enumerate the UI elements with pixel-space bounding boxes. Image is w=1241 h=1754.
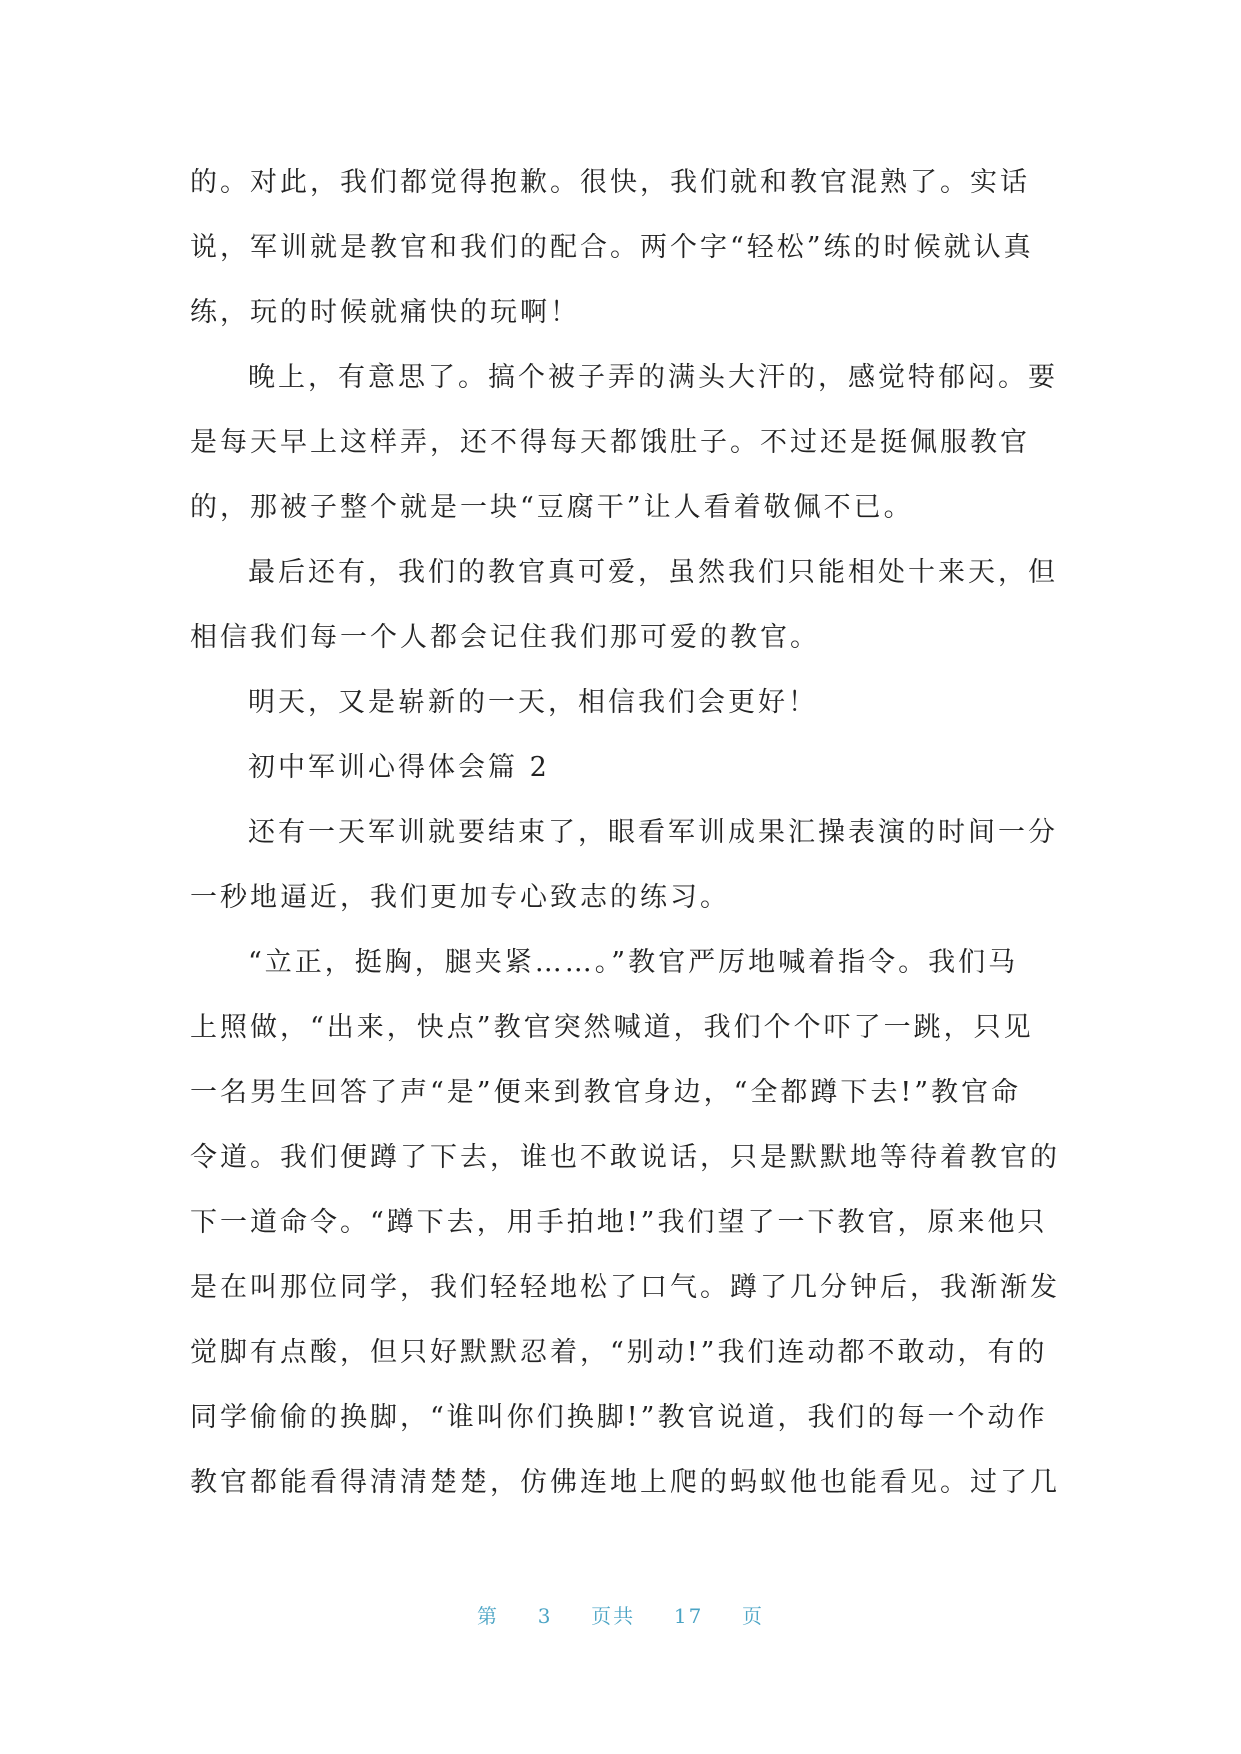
paragraph-line: 的，那被子整个就是一块“豆腐干”让人看着敬佩不已。: [190, 492, 914, 523]
document-body: [190, 150, 1060, 1515]
footer-prefix: 第: [476, 1604, 499, 1628]
paragraph-line: 是在叫那位同学，我们轻轻地松了口气。蹲了几分钟后，我渐渐发: [190, 1272, 1060, 1303]
paragraph-line: 的。对此，我们都觉得抱歉。很快，我们就和教官混熟了。实话: [190, 167, 1030, 198]
paragraph-line: 上照做，“出来，快点”教官突然喊道，我们个个吓了一跳，只见: [190, 1012, 1034, 1043]
footer-suffix: 页: [742, 1604, 765, 1628]
footer-middle: 页共: [591, 1604, 636, 1628]
paragraph-line: 晚上，有意思了。搞个被子弄的满头大汗的，感觉特郁闷。要: [248, 362, 1058, 393]
paragraph-line: “立正，挺胸，腿夹紧……。”教官严厉地喊着指令。我们马: [248, 947, 1019, 978]
paragraph-line: 下一道命令。“蹲下去，用手拍地!”我们望了一下教官，原来他只: [190, 1207, 1048, 1238]
paragraph-line: 最后还有，我们的教官真可爱，虽然我们只能相处十来天，但: [248, 557, 1058, 588]
paragraph-line: 说，军训就是教官和我们的配合。两个字“轻松”练的时候就认真: [190, 232, 1034, 263]
total-pages-number: 17: [673, 1604, 704, 1628]
paragraph-line: 是每天早上这样弄，还不得每天都饿肚子。不过还是挺佩服教官: [190, 427, 1030, 458]
paragraph-line: 一名男生回答了声“是”便来到教官身边，“全都蹲下去!”教官命: [190, 1077, 1022, 1108]
paragraph-line: 同学偷偷的换脚，“谁叫你们换脚!”教官说道，我们的每一个动作: [190, 1402, 1048, 1433]
section-heading: 初中军训心得体会篇 2: [248, 752, 550, 783]
paragraph-line: 教官都能看得清清楚楚，仿佛连地上爬的蚂蚁他也能看见。过了几: [190, 1467, 1060, 1498]
current-page-number: 3: [537, 1604, 553, 1628]
page-footer: [0, 1600, 1241, 1629]
paragraph-line: 令道。我们便蹲了下去，谁也不敢说话，只是默默地等待着教官的: [190, 1142, 1060, 1173]
paragraph-line: 还有一天军训就要结束了，眼看军训成果汇操表演的时间一分: [248, 817, 1058, 848]
paragraph-line: 一秒地逼近，我们更加专心致志的练习。: [190, 882, 730, 913]
paragraph-line: 练，玩的时候就痛快的玩啊！: [190, 297, 580, 328]
paragraph-line: 明天，又是崭新的一天，相信我们会更好！: [248, 687, 818, 718]
paragraph-line: 觉脚有点酸，但只好默默忍着，“别动!”我们连动都不敢动，有的: [190, 1337, 1048, 1368]
paragraph-line: 相信我们每一个人都会记住我们那可爱的教官。: [190, 622, 820, 653]
